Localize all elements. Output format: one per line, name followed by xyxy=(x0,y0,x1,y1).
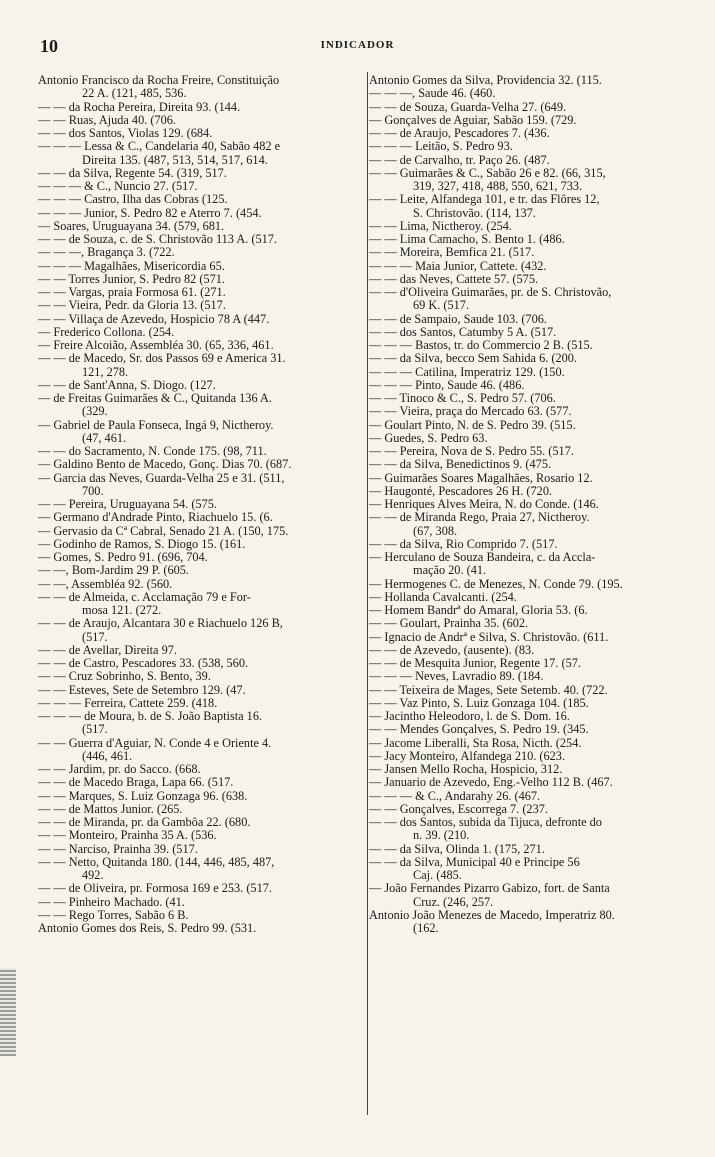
directory-line: Direita 135. (487, 513, 514, 517, 614. xyxy=(82,152,268,167)
directory-line: — Jacy Monteiro, Alfandega 210. (623. xyxy=(369,748,566,763)
directory-line: — Garcia das Neves, Guarda-Velha 25 e 31. (511, xyxy=(38,470,285,485)
directory-line: — João Fernandes Pizarro Gabizo, fort. de Santa xyxy=(369,881,610,896)
directory-line: — — —, Bragança 3. (722. xyxy=(38,245,175,260)
directory-line: — — Marques, S. Luiz Gonzaga 96. (638. xyxy=(38,788,248,803)
directory-line: — — — Maia Junior, Cattete. (432. xyxy=(369,258,547,273)
directory-line: — Jansen Mello Rocha, Hospicio, 312. xyxy=(369,762,563,776)
directory-line: — — de Castro, Pescadores 33. (538, 560. xyxy=(38,656,249,670)
page-header xyxy=(0,36,715,56)
directory-line: — — da Silva, Benedictinos 9. (475. xyxy=(369,457,552,472)
directory-line: — — — Neves, Lavradio 89. (184. xyxy=(369,669,544,684)
directory-line: — — do Sacramento, N. Conde 175. (98, 711. xyxy=(38,444,267,458)
directory-line: — — de Miranda Rego, Praia 27, Nictheroy. xyxy=(369,510,590,525)
directory-line: — Homem Bandrª do Amaral, Gloria 53. (6. xyxy=(369,603,588,617)
directory-line: Cruz. (246, 257. xyxy=(413,894,494,909)
directory-line: (329. xyxy=(82,404,108,419)
directory-line: — Goulart Pinto, N. de S. Pedro 39. (515. xyxy=(369,417,576,432)
directory-line: — — Cruz Sobrinho, S. Bento, 39. xyxy=(38,669,211,684)
directory-line: — Jacintho Heleodoro, l. de S. Dom. 16. xyxy=(369,709,570,723)
directory-line: — — da Silva, Municipal 40 e Principe 56 xyxy=(369,854,580,869)
directory-line: — — de Sant'Anna, S. Diogo. (127. xyxy=(38,377,216,392)
directory-line: mosa 121. (272. xyxy=(82,603,162,617)
directory-line: — — Goulart, Prainha 35. (602. xyxy=(369,616,529,631)
directory-line: — — — Magalhães, Misericordia 65. xyxy=(38,258,225,273)
directory-line: — — Teixeira de Mages, Sete Setemb. 40. (722. xyxy=(369,682,608,697)
directory-line: — — de Macedo Braga, Lapa 66. (517. xyxy=(38,775,234,790)
directory-line: — Freire Alcoião, Assembléa 30. (65, 336, 461. xyxy=(38,338,274,352)
directory-line: — — Rego Torres, Sabão 6 B. xyxy=(38,907,189,922)
binding-edge-mark xyxy=(0,968,16,1056)
right-column xyxy=(369,74,703,935)
directory-line: 69 K. (517. xyxy=(413,298,470,313)
directory-line: — Haugonté, Pescadores 26 H. (720. xyxy=(369,483,553,498)
directory-line: Antonio Gomes dos Reis, S. Pedro 99. (531. xyxy=(38,921,257,935)
directory-line: 700. xyxy=(82,483,104,498)
directory-line: n. 39. (210. xyxy=(413,828,470,843)
column-divider xyxy=(367,72,368,1115)
directory-line: — — Monteiro, Prainha 35 A. (536. xyxy=(38,828,217,843)
directory-line: — — — Leitão, S. Pedro 93. xyxy=(369,139,513,154)
directory-line: — Gabriel de Paula Fonseca, Ingá 9, Nictheroy. xyxy=(38,417,274,432)
directory-line: — — dos Santos, subida da Tijuca, defronte do xyxy=(369,815,602,829)
directory-line: — — de Macedo, Sr. dos Passos 69 e America 31. xyxy=(38,351,286,366)
directory-line: — — das Neves, Cattete 57. (575. xyxy=(369,271,539,286)
directory-line: — Henriques Alves Meira, N. do Conde. (146. xyxy=(369,497,599,511)
directory-line: — — de Azevedo, (ausente). (83. xyxy=(369,642,535,657)
directory-line: — Ignacio de Andrª e Silva, S. Christovão. (611. xyxy=(369,629,609,644)
directory-line: — — Guimarães & C., Sabão 26 e 82. (66, 315, xyxy=(369,165,606,180)
directory-line: — — — de Moura, b. de S. João Baptista 16. xyxy=(38,709,263,723)
directory-line: — — de Mesquita Junior, Regente 17. (57. xyxy=(369,656,581,670)
directory-line: — — de Araujo, Pescadores 7. (436. xyxy=(369,126,550,140)
directory-line: — Guimarães Soares Magalhães, Rosario 12. xyxy=(369,470,593,485)
directory-line: — — da Silva, Regente 54. (319, 517. xyxy=(38,165,227,180)
directory-line: 492. xyxy=(82,868,104,882)
directory-line: — — de Miranda, pr. da Gambôa 22. (680. xyxy=(38,815,251,829)
directory-line: — — — Pinto, Saude 46. (486. xyxy=(369,377,525,392)
directory-line: — — —, Saude 46. (460. xyxy=(369,86,496,101)
directory-line: — —, Assembléa 92. (560. xyxy=(38,576,173,591)
directory-line: — — da Silva, Rio Comprido 7. (517. xyxy=(369,536,558,551)
directory-line: — —, Bom-Jardim 29 P. (605. xyxy=(38,563,189,578)
directory-line: — Frederico Collona. (254. xyxy=(38,324,175,339)
directory-line: — Gervasio da Cª Cabral, Senado 21 A. (150, 175. xyxy=(38,523,289,538)
directory-line: Antonio João Menezes de Macedo, Imperatriz 80. xyxy=(369,907,615,922)
directory-line: — — da Silva, becco Sem Sahida 6. (200. xyxy=(369,351,577,366)
directory-line: Antonio Gomes da Silva, Providencia 32. (115. xyxy=(369,73,602,87)
directory-line: — — Guerra d'Aguiar, N. Conde 4 e Oriente 4. xyxy=(38,735,272,750)
directory-line: — de Freitas Guimarães & C., Quitanda 136 A. xyxy=(38,391,272,405)
directory-line: — — de Mattos Junior. (265. xyxy=(38,801,183,816)
directory-line: — — Torres Junior, S. Pedro 82 (571. xyxy=(38,271,225,286)
directory-line: — Soares, Uruguayana 34. (579, 681. xyxy=(38,218,225,233)
directory-line: (517. xyxy=(82,722,108,737)
directory-line: — — de Araujo, Alcantara 30 e Riachuelo 126 B, xyxy=(38,616,283,631)
directory-line: — Gomes, S. Pedro 91. (696, 704. xyxy=(38,550,208,564)
directory-line: — — — Lessa & C., Candelaria 40, Sabão 482 e xyxy=(38,139,281,154)
directory-line: — Januario de Azevedo, Eng.-Velho 112 B. (467. xyxy=(369,775,613,790)
directory-line: Caj. (485. xyxy=(413,868,462,882)
directory-line: — Herculano de Souza Bandeira, c. da Accla- xyxy=(369,550,596,564)
directory-line: — Jacome Liberalli, Sta Rosa, Nicth. (254. xyxy=(369,735,582,750)
directory-line: — — Vieira, praça do Mercado 63. (577. xyxy=(369,404,572,419)
directory-line: — — d'Oliveira Guimarães, pr. de S. Christovão, xyxy=(369,285,612,299)
directory-line: — — — & C., Nuncio 27. (517. xyxy=(38,179,198,193)
directory-line: — — Netto, Quitanda 180. (144, 446, 485, 487, xyxy=(38,854,275,869)
directory-line: — Godinho de Ramos, S. Diogo 15. (161. xyxy=(38,536,246,551)
directory-line: — — Mendes Gonçalves, S. Pedro 19. (345. xyxy=(369,722,589,737)
directory-line: 22 A. (121, 485, 536. xyxy=(82,86,187,101)
directory-line: — — de Almeida, c. Acclamação 79 e For- xyxy=(38,589,251,604)
directory-line: — — — Catilina, Imperatriz 129. (150. xyxy=(369,364,565,379)
directory-line: — — de Souza, Guarda-Velha 27. (649. xyxy=(369,99,567,114)
running-title: INDICADOR xyxy=(320,39,395,51)
directory-line: — Hermogenes C. de Menezes, N. Conde 79. (195. xyxy=(369,576,623,591)
directory-line: — — da Silva, Olinda 1. (175, 271. xyxy=(369,841,545,856)
directory-line: — — Vieira, Pedr. da Gloria 13. (517. xyxy=(38,298,226,313)
directory-line: — — Esteves, Sete de Setembro 129. (47. xyxy=(38,682,246,697)
directory-line: — Guedes, S. Pedro 63. xyxy=(369,430,488,445)
directory-line: — — dos Santos, Catumby 5 A. (517. xyxy=(369,324,557,339)
directory-line: — — de Sampaio, Saude 103. (706. xyxy=(369,311,547,326)
directory-line: — — — Castro, Ilha das Cobras (125. xyxy=(38,192,228,207)
directory-line: (517. xyxy=(82,629,108,644)
directory-line: — — de Souza, c. de S. Christovão 113 A. (517. xyxy=(38,232,277,246)
directory-line: — — Villaça de Azevedo, Hospicio 78 A (447. xyxy=(38,311,270,326)
directory-line: (162. xyxy=(413,921,439,935)
directory-line: (446, 461. xyxy=(82,748,133,763)
directory-line: — — Tinoco & C., S. Pedro 57. (706. xyxy=(369,391,556,405)
directory-line: — — Lima Camacho, S. Bento 1. (486. xyxy=(369,232,565,246)
directory-line: 121, 278. xyxy=(82,364,129,379)
directory-line: — — Pereira, Uruguayana 54. (575. xyxy=(38,497,217,511)
directory-line: — Gonçalves de Aguiar, Sabão 159. (729. xyxy=(369,112,577,127)
directory-line: — — Gonçalves, Escorrega 7. (237. xyxy=(369,801,548,816)
directory-line: — — Vargas, praia Formosa 61. (271. xyxy=(38,285,226,299)
directory-line: — — Moreira, Bemfica 21. (517. xyxy=(369,245,535,260)
directory-line: — Galdino Bento de Macedo, Gonç. Dias 70. (687. xyxy=(38,457,292,472)
directory-line: — — Pereira, Nova de S. Pedro 55. (517. xyxy=(369,444,574,458)
directory-line: — — Vaz Pinto, S. Luiz Gonzaga 104. (185. xyxy=(369,695,589,710)
left-column xyxy=(38,74,366,935)
directory-line: (47, 461. xyxy=(82,430,127,445)
directory-line: — Germano d'Andrade Pinto, Riachuelo 15. (6. xyxy=(38,510,273,525)
directory-line: Antonio Francisco da Rocha Freire, Constituição xyxy=(38,73,280,87)
directory-line: — — Leite, Alfandega 101, e tr. das Flôres 12, xyxy=(369,192,600,207)
directory-line: — — Ruas, Ajuda 40. (706. xyxy=(38,112,176,127)
directory-line: — — da Rocha Pereira, Direita 93. (144. xyxy=(38,99,241,114)
directory-line: — Hollanda Cavalcanti. (254. xyxy=(369,589,517,604)
directory-line: — — dos Santos, Violas 129. (684. xyxy=(38,126,213,140)
directory-line: — — de Oliveira, pr. Formosa 169 e 253. (517. xyxy=(38,881,272,896)
directory-line: — — Lima, Nictheroy. (254. xyxy=(369,218,512,233)
directory-line: — — Pinheiro Machado. (41. xyxy=(38,894,185,909)
directory-line: — — — & C., Andarahy 26. (467. xyxy=(369,788,541,803)
directory-line: — — — Junior, S. Pedro 82 e Aterro 7. (454. xyxy=(38,205,262,220)
directory-line: 319, 327, 418, 488, 550, 621, 733. xyxy=(413,179,583,193)
directory-line: — — — Bastos, tr. do Commercio 2 B. (515. xyxy=(369,338,593,352)
directory-line: mação 20. (41. xyxy=(413,563,487,578)
directory-line: — — de Avellar, Direita 97. xyxy=(38,642,177,657)
directory-line: — — Narciso, Prainha 39. (517. xyxy=(38,841,198,856)
directory-line: (67, 308. xyxy=(413,523,458,538)
page-number: 10 xyxy=(40,36,58,56)
directory-line: — — de Carvalho, tr. Paço 26. (487. xyxy=(369,152,550,167)
directory-line: — — — Ferreira, Cattete 259. (418. xyxy=(38,695,218,710)
directory-line: S. Christovão. (114, 137. xyxy=(413,205,536,220)
directory-line: — — Jardim, pr. do Sacco. (668. xyxy=(38,762,201,776)
